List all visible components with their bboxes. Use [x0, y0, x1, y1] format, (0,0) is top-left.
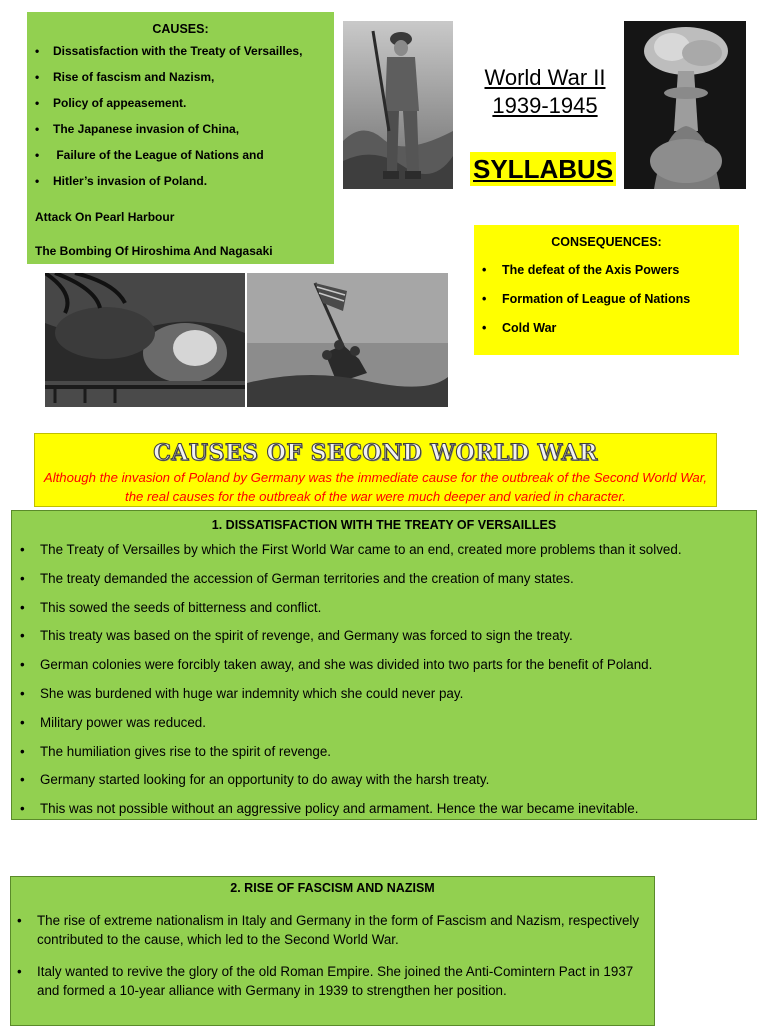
section-heading: 1. DISSATISFACTION WITH THE TREATY OF VERSAILLES	[211, 518, 557, 532]
list-item: • German colonies were forcibly taken away, and she was divided into two parts for the benefit of Poland.	[20, 657, 653, 673]
list-item: • Rise of fascism and Nazism,	[35, 70, 215, 84]
causes-heading: CAUSES:	[152, 22, 209, 36]
consequences-heading: CONSEQUENCES:	[551, 235, 662, 249]
causes-extra-hiroshima: The Bombing Of Hiroshima And Nagasaki	[35, 244, 273, 258]
list-item: • This was not possible without an aggressive policy and armament. Hence the war became inevitable.	[20, 801, 639, 817]
list-item: • Germany started looking for an opportunity to do away with the harsh treaty.	[20, 772, 490, 788]
causes-banner	[34, 433, 717, 507]
list-item: • Cold War	[482, 321, 557, 335]
pearl-harbour-photo	[45, 273, 245, 407]
section-heading: 2. RISE OF FASCISM AND NAZISM	[230, 881, 435, 895]
page-title	[460, 64, 630, 120]
list-item: • The Treaty of Versailles by which the First World War came to an end, created more problems than it solved.	[20, 542, 682, 557]
list-item: • The rise of extreme nationalism in Italy and Germany in the form of Fascism and Nazism, respectively contributed to the cause, which led to the Second World War.	[17, 913, 640, 947]
list-item: • The humiliation gives rise to the spirit of revenge.	[20, 743, 332, 759]
section1-list	[12, 542, 756, 830]
banner-intro: Although the invasion of Poland by Germany was the immediate cause for the outbreak of the Second World War, the real causes for the outbreak of the war were much deeper and varied in character.	[43, 470, 708, 504]
causes-extra-pearl-harbour: Attack On Pearl Harbour	[35, 210, 175, 224]
list-item: • Italy wanted to revive the glory of the old Roman Empire. She joined the Anti-Comintern Pact in 1937 and formed a 10-year alliance with Germany in 1939 to strengthen her position.	[17, 964, 634, 998]
banner-title: CAUSES OF SECOND WORLD WAR	[153, 440, 598, 466]
list-item: • This treaty was based on the spirit of revenge, and Germany was forced to sign the treaty.	[20, 628, 573, 644]
list-item: • The treaty demanded the accession of German territories and the creation of many states.	[20, 570, 574, 586]
title-line-1: World War II	[484, 65, 606, 90]
causes-box	[27, 12, 334, 264]
flag-raising-photo	[247, 273, 448, 407]
consequences-list	[482, 263, 731, 350]
list-item: • Failure of the League of Nations and	[35, 148, 264, 162]
list-item: • This sowed the seeds of bitterness and conflict.	[20, 599, 322, 615]
list-item: • The Japanese invasion of China,	[35, 122, 240, 136]
syllabus-label: SYLLABUS	[470, 152, 616, 186]
causes-list	[35, 44, 326, 200]
soldier-photo	[343, 21, 453, 189]
list-item: • The defeat of the Axis Powers	[482, 263, 680, 277]
section2-list	[11, 911, 654, 1000]
consequences-box	[474, 225, 739, 355]
list-item: • She was burdened with huge war indemnity which she could never pay.	[20, 685, 464, 701]
list-item: • Formation of League of Nations	[482, 292, 691, 306]
list-item: • Policy of appeasement.	[35, 96, 187, 110]
list-item: • Military power was reduced.	[20, 714, 206, 730]
list-item: • Hitler’s invasion of Poland.	[35, 174, 208, 188]
list-item: • Dissatisfaction with the Treaty of Versailles,	[35, 44, 303, 58]
section-rise-of-fascism	[10, 876, 655, 1026]
section-treaty-of-versailles	[11, 510, 757, 820]
mushroom-cloud-photo	[624, 21, 746, 189]
title-line-2: 1939-1945	[492, 93, 598, 118]
